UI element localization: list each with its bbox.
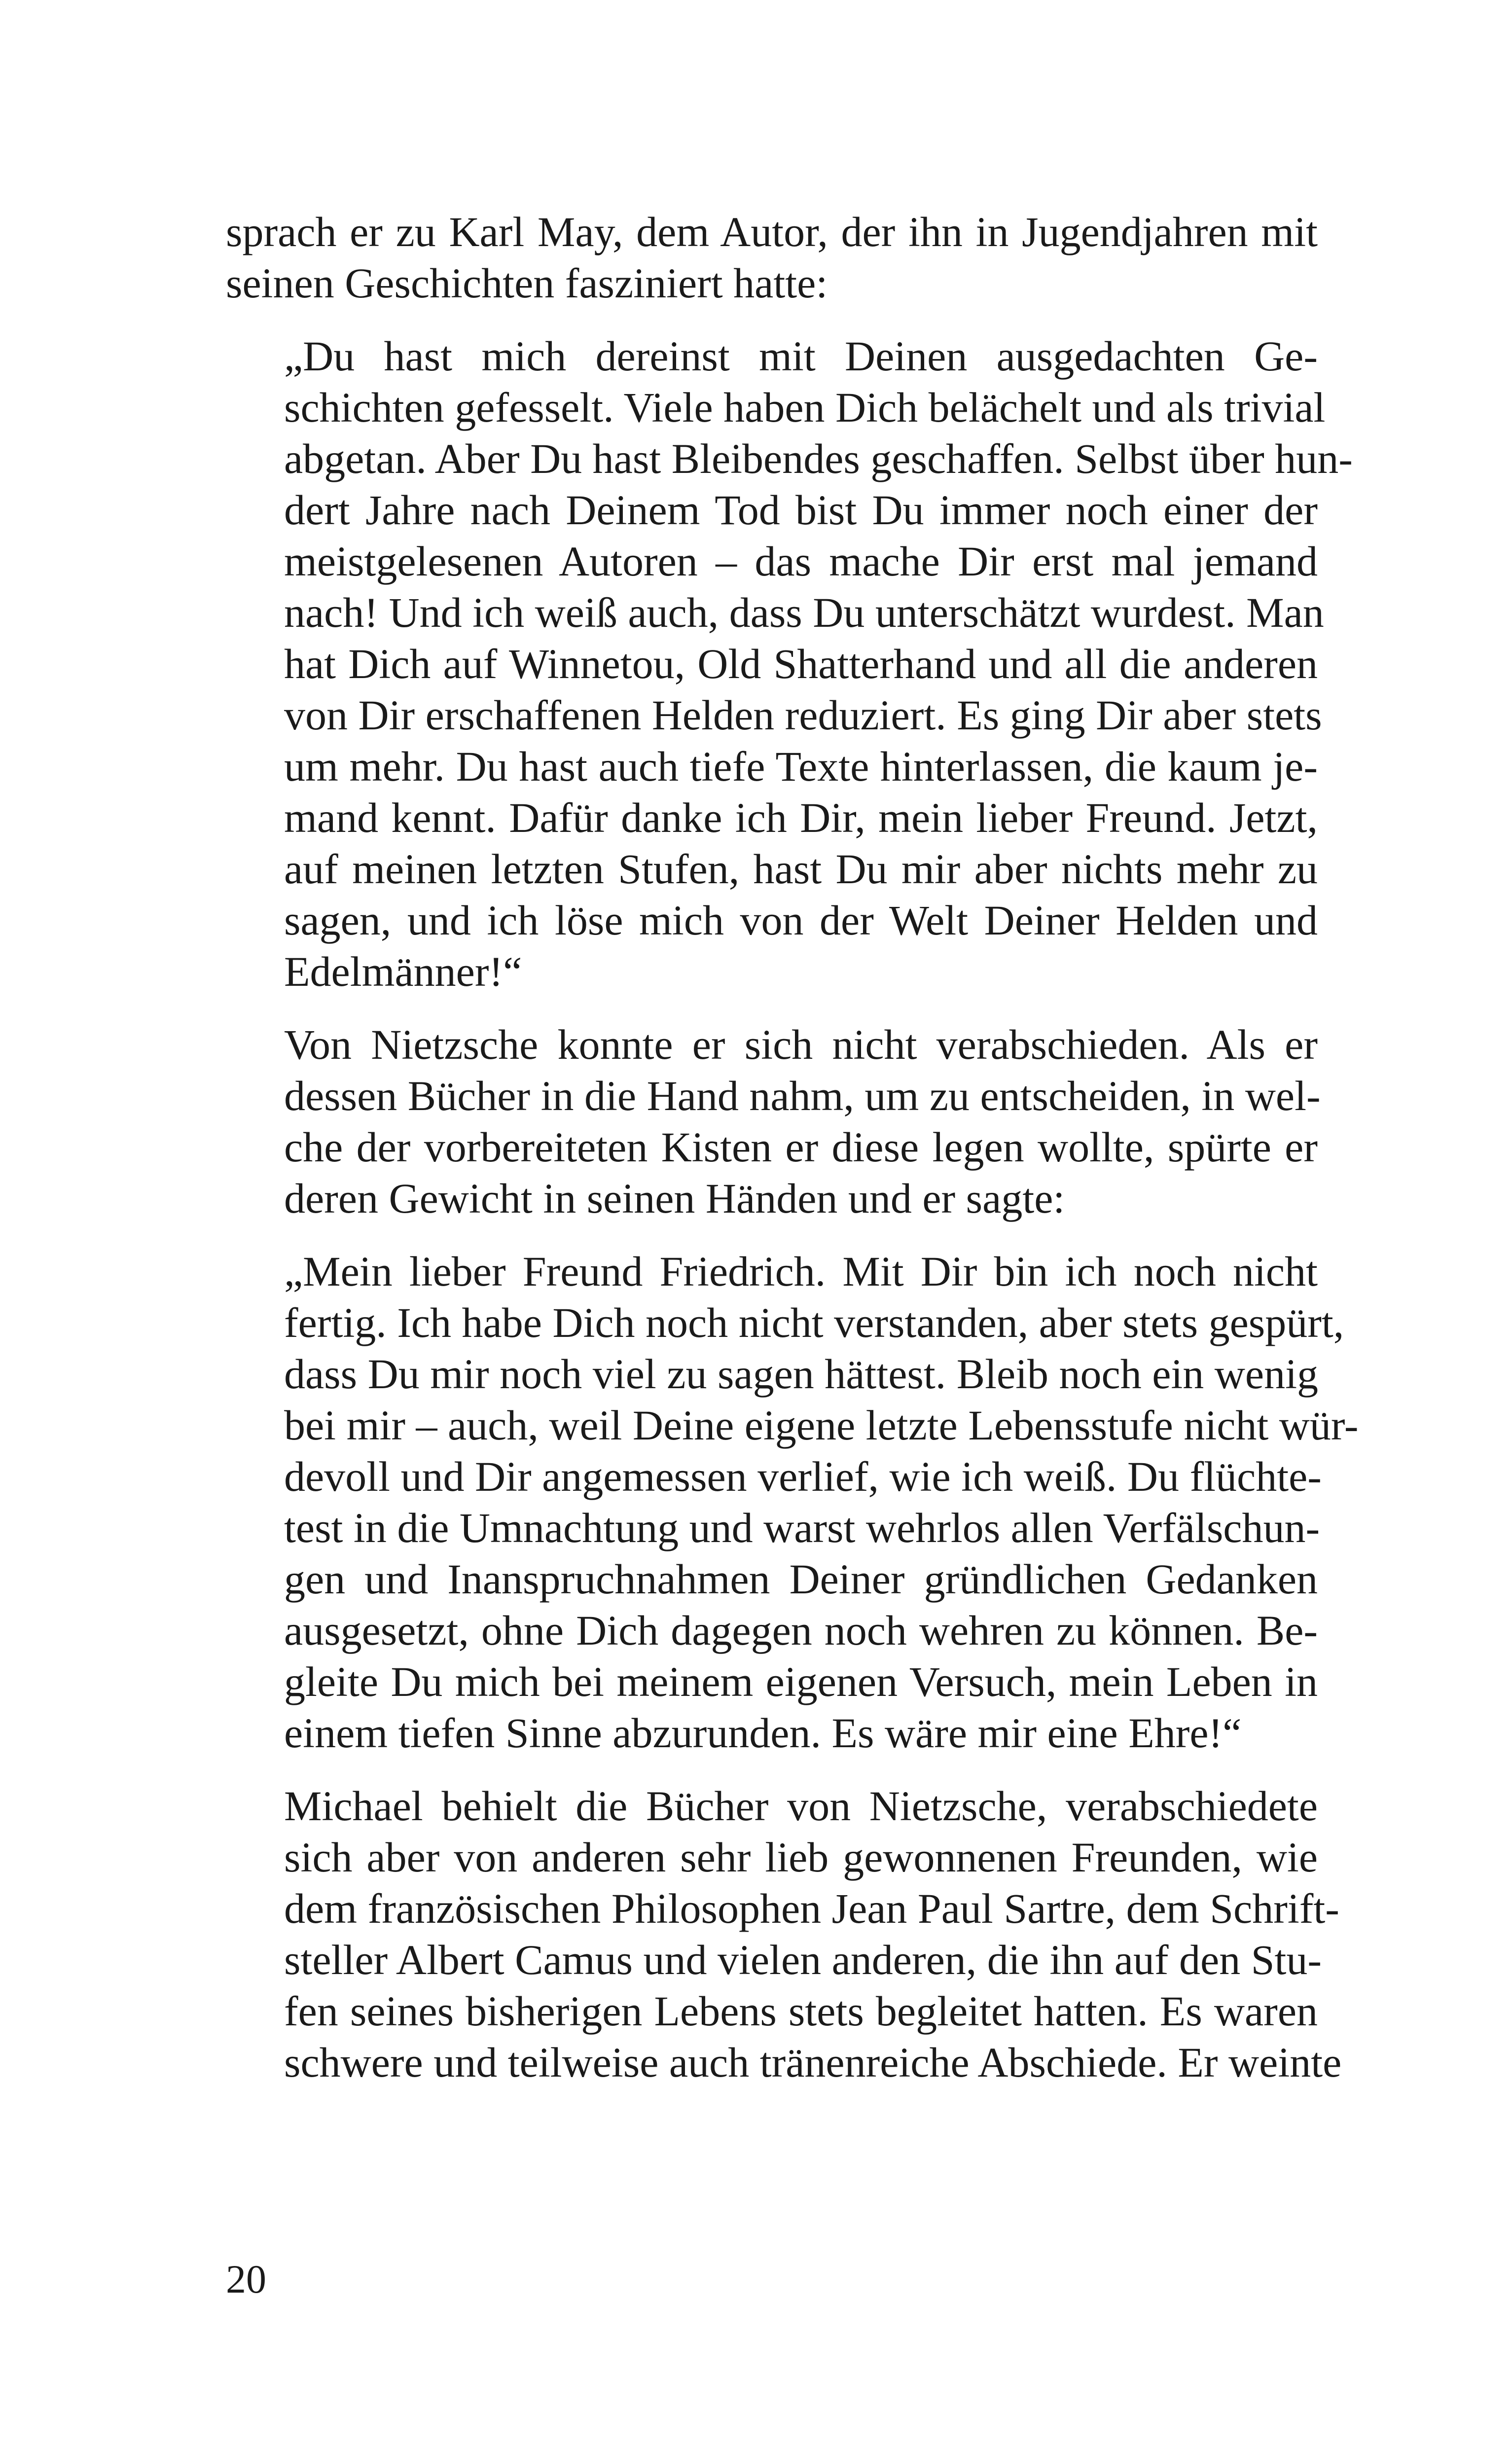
text-line: sagen, und ich löse mich von der Welt Deiner Helden und — [284, 897, 1318, 944]
text-line: che der vorbereiteten Kisten er diese legen wollte, spürte er — [284, 1123, 1318, 1171]
text-line: auf meinen letzten Stufen, hast Du mir aber nichts mehr zu — [284, 845, 1318, 893]
text-line: einem tiefen Sinne abzurunden. Es wäre mir eine Ehre!“ — [284, 1709, 1242, 1757]
text-line: test in die Umnachtung und warst wehrlos allen Verfälschun- — [284, 1504, 1320, 1551]
text-line: steller Albert Camus und vielen anderen, die ihn auf den Stu- — [284, 1936, 1322, 1983]
text-line: devoll und Dir angemessen verlief, wie ich weiß. Du flüchte- — [284, 1453, 1322, 1500]
paragraph-1 — [226, 206, 1318, 309]
text-line: dem französischen Philosophen Jean Paul Sartre, dem Schrift- — [284, 1885, 1339, 1932]
text-line: deren Gewicht in seinen Händen und er sagte: — [284, 1175, 1065, 1222]
text-line: dert Jahre nach Deinem Tod bist Du immer noch einer der — [284, 486, 1318, 534]
text-line: Von Nietzsche konnte er sich nicht verabschieden. Als er — [284, 1021, 1318, 1068]
paragraph-2-karl-may-quote — [226, 330, 1353, 997]
text-line: „Mein lieber Freund Friedrich. Mit Dir bin ich noch nicht — [284, 1248, 1318, 1295]
text-line: gleite Du mich bei meinem eigenen Versuch, mein Leben in — [284, 1658, 1318, 1705]
text-line: abgetan. Aber Du hast Bleibendes geschaffen. Selbst über hun- — [284, 435, 1353, 482]
text-line: ausgesetzt, ohne Dich dagegen noch wehren zu können. Be- — [284, 1607, 1318, 1654]
text-line: Michael behielt die Bücher von Nietzsche, verabschiedete — [284, 1782, 1318, 1830]
text-line: sprach er zu Karl May, dem Autor, der ihn in Jugendjahren mit — [226, 208, 1318, 255]
text-line: seinen Geschichten fasziniert hatte: — [226, 259, 828, 307]
text-line: Edelmänner!“ — [284, 948, 522, 995]
body-text — [226, 206, 1359, 2110]
text-line: bei mir – auch, weil Deine eigene letzte Lebensstufe nicht wür- — [284, 1402, 1359, 1449]
paragraph-5 — [226, 1780, 1342, 2088]
page-number: 20 — [226, 2257, 266, 2301]
paragraph-3 — [226, 1019, 1321, 1224]
text-line: schwere und teilweise auch tränenreiche Abschiede. Er weinte — [284, 2039, 1342, 2086]
text-line: von Dir erschaffenen Helden reduziert. Es ging Dir aber stets — [284, 691, 1322, 739]
paragraph-4-nietzsche-quote — [226, 1246, 1359, 1759]
text-line: hat Dich auf Winnetou, Old Shatterhand und all die anderen — [284, 640, 1318, 687]
text-line: um mehr. Du hast auch tiefe Texte hinterlassen, die kaum je- — [284, 743, 1318, 790]
text-line: mand kennt. Dafür danke ich Dir, mein lieber Freund. Jetzt, — [284, 794, 1318, 841]
text-line: „Du hast mich dereinst mit Deinen ausgedachten Ge- — [284, 332, 1318, 380]
text-line: dass Du mir noch viel zu sagen hättest. Bleib noch ein wenig — [284, 1350, 1318, 1398]
text-line: schichten gefesselt. Viele haben Dich belächelt und als trivial — [284, 384, 1326, 431]
text-line: sich aber von anderen sehr lieb gewonnenen Freunden, wie — [284, 1834, 1318, 1881]
text-line: fen seines bisherigen Lebens stets begleitet hatten. Es waren — [284, 1987, 1318, 2035]
text-line: meistgelesenen Autoren – das mache Dir erst mal jemand — [284, 538, 1318, 585]
text-line: fertig. Ich habe Dich noch nicht verstanden, aber stets gespürt, — [284, 1299, 1344, 1346]
text-line: gen und Inanspruchnahmen Deiner gründlichen Gedanken — [284, 1555, 1318, 1603]
text-line: dessen Bücher in die Hand nahm, um zu entscheiden, in wel- — [284, 1072, 1321, 1119]
text-line: nach! Und ich weiß auch, dass Du unterschätzt wurdest. Man — [284, 589, 1324, 636]
